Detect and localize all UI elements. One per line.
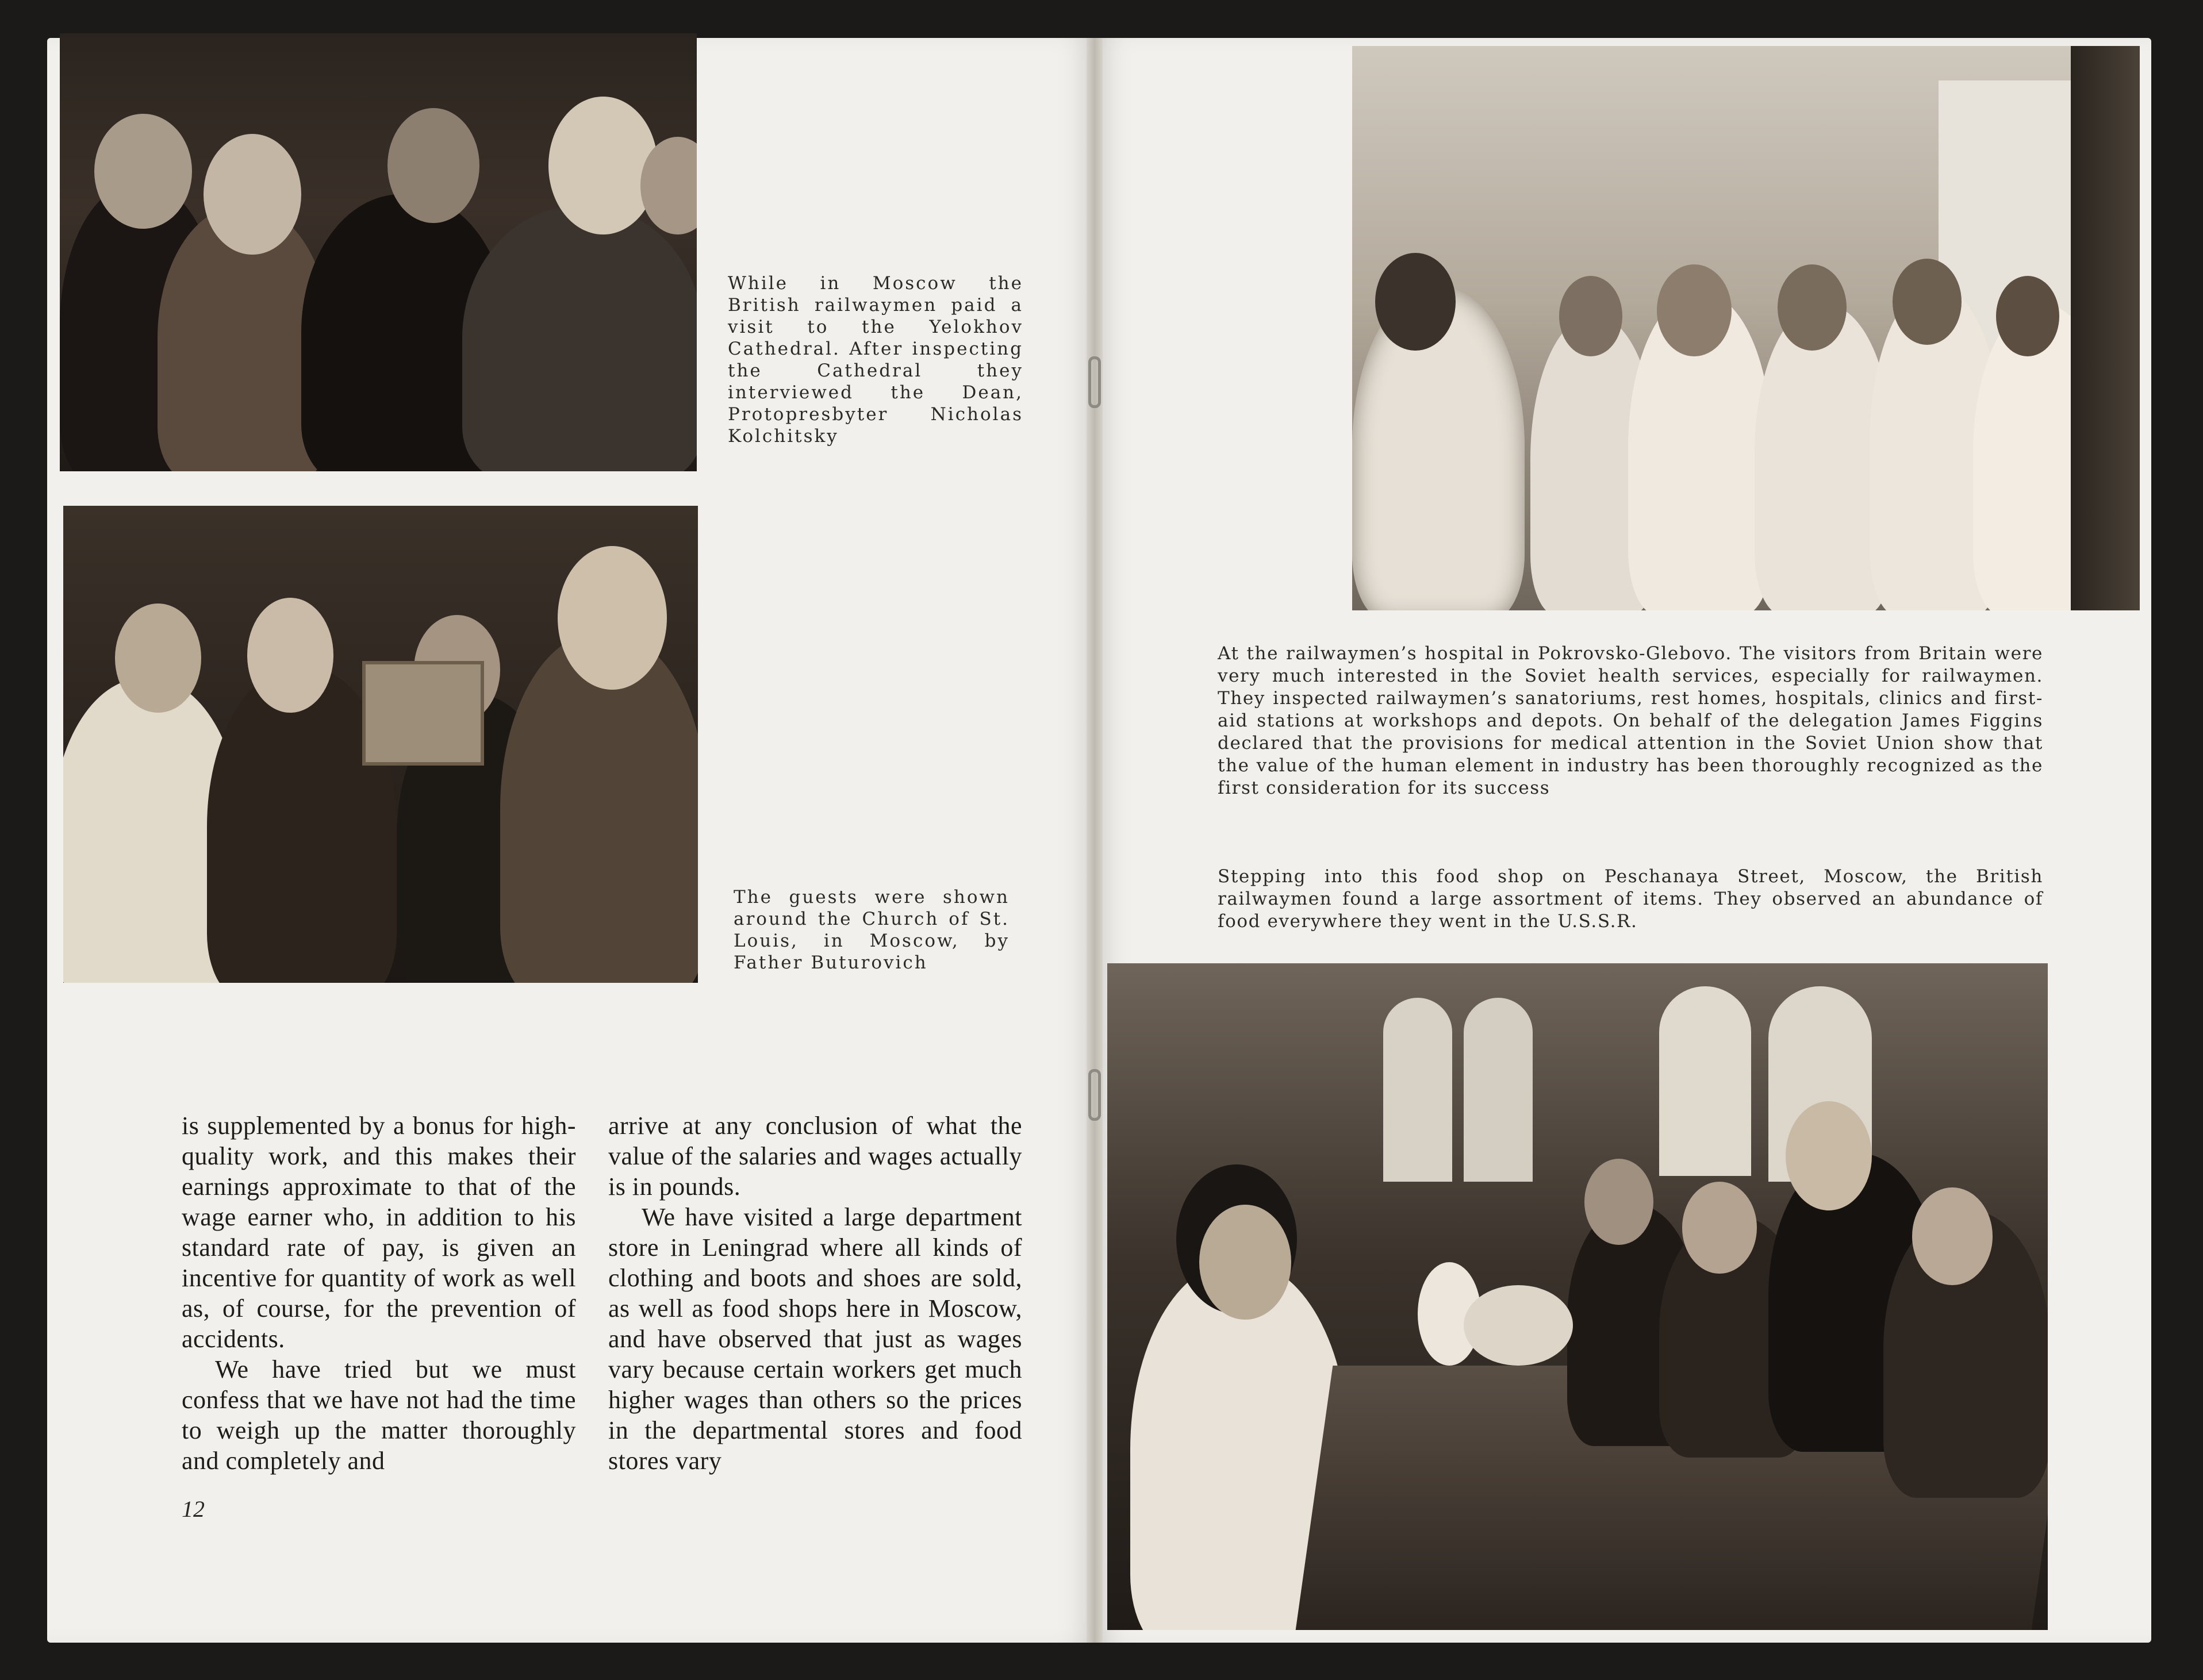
hospital-photo	[1352, 46, 2140, 610]
body-paragraph: arrive at any conclusion of what the value of the salaries and wages actually is in pounds.	[608, 1112, 1022, 1201]
body-paragraph: We have tried but we must confess that we have not had the time to weigh up the matter thoroughly and completely and	[182, 1355, 576, 1475]
church-photo	[63, 506, 698, 983]
food-shop-caption: Stepping into this food shop on Peschanaya Street, Moscow, the British railwaymen found a large assortment of items. They observed an abundance of food everywhere they went in the U.S.S.R.	[1218, 866, 2043, 932]
cathedral-caption: While in Moscow the British railwaymen paid a visit to the Yelokhov Cathedral. After inspecting the Cathedral they interviewed the Dean, Protopresbyter Nicholas Kolchitsky	[728, 273, 1023, 447]
body-paragraph: We have visited a large department store in Leningrad where all kinds of clothing and boots and shoes are sold, as well as food shops here in Moscow, and have observed that just as wages vary because certain workers get much higher wages than others so the prices in the departmental stores and food stores vary	[608, 1203, 1022, 1475]
page-number: 12	[182, 1496, 205, 1522]
staple	[1088, 356, 1101, 408]
body-column-1	[182, 1110, 576, 1476]
food-shop-photo	[1107, 963, 2048, 1630]
body-paragraph: is supplemented by a bonus for high-quality work, and this makes their earnings approximate to that of the wage earner who, in addition to his standard rate of pay, is given an incentive for quantity of work as well as, of course, for the prevention of accidents.	[182, 1112, 576, 1353]
booklet-spine	[1087, 38, 1103, 1643]
cathedral-photo	[60, 33, 697, 471]
body-column-2	[608, 1110, 1022, 1476]
staple	[1088, 1069, 1101, 1121]
church-caption: The guests were shown around the Church of St. Louis, in Moscow, by Father Buturovich	[734, 887, 1010, 973]
hospital-caption: At the railwaymen’s hospital in Pokrovsko-Glebovo. The visitors from Britain were very much interested in the Soviet health services, especially for railwaymen. They inspected railwaymen’s sanatoriums, rest homes, hospitals, clinics and first-aid stations at workshops and depots. On behalf of the delegation James Figgins declared that the provisions for medical attention in the Soviet Union show that the value of the human element in industry has been thoroughly recognized as the first consideration for its success	[1218, 643, 2043, 798]
